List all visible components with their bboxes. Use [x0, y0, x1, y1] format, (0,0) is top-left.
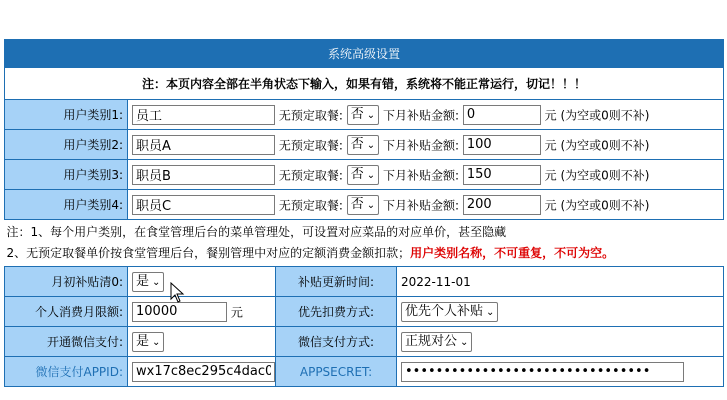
title-row	[5, 40, 724, 68]
no-reserve-select[interactable]: 否 ⌄	[347, 195, 379, 215]
subsidy-amount-input[interactable]	[463, 195, 541, 215]
user-type-name-input[interactable]	[132, 135, 275, 155]
user-type-fields	[128, 100, 724, 130]
user-type-label: 用户类别1:	[5, 100, 128, 130]
wechat-method-cell	[397, 327, 724, 357]
wechat-pay-select[interactable]: 是 ⌄	[132, 332, 164, 352]
settings-row-3	[5, 327, 724, 357]
appid-label: 微信支付APPID:	[5, 357, 128, 387]
no-reserve-select[interactable]: 否 ⌄	[347, 105, 379, 125]
monthly-clear-select[interactable]: 是 ⌄	[132, 272, 164, 292]
deduct-method-label: 优先扣费方式:	[276, 297, 397, 327]
wechat-method-label: 微信支付方式:	[276, 327, 397, 357]
appsecret-label: APPSECRET:	[276, 357, 397, 387]
user-type-name-input[interactable]	[132, 105, 275, 125]
note-line-2: 2、无预定取餐单价按食堂管理后台，餐别管理中对应的定额消费金额扣款；用户类别名称，不可重复，不可为空。	[6, 246, 615, 260]
settings-frame	[4, 39, 726, 400]
user-type-row-2	[5, 130, 724, 160]
chevron-down-icon: ⌄	[486, 306, 495, 318]
monthly-limit-label: 个人消费月限额:	[5, 297, 128, 327]
chevron-down-icon: ⌄	[366, 169, 376, 181]
user-type-fields	[128, 190, 724, 220]
monthly-limit-cell	[128, 297, 276, 327]
monthly-clear-cell	[128, 267, 276, 297]
wechat-pay-label: 开通微信支付:	[5, 327, 128, 357]
appsecret-input[interactable]	[401, 362, 684, 382]
no-reserve-select[interactable]: 否 ⌄	[347, 165, 379, 185]
user-type-label: 用户类别3:	[5, 160, 128, 190]
monthly-clear-label: 月初补贴清0:	[5, 267, 128, 297]
no-reserve-select[interactable]: 否 ⌄	[347, 135, 379, 155]
no-reserve-label: 无预定取餐:	[278, 168, 343, 182]
chevron-down-icon: ⌄	[460, 336, 469, 348]
note-line-1: 注：1、每个用户类别，在食堂管理后台的菜单管理处，可设置对应菜品的对应单价，甚至隐藏	[6, 225, 507, 239]
notes-cell	[5, 220, 724, 267]
settings-row-1	[5, 267, 724, 297]
wechat-pay-cell	[128, 327, 276, 357]
unit-note: 元 (为空或0则不补)	[544, 108, 650, 122]
subsidy-amount-input[interactable]	[463, 135, 541, 155]
subsidy-update-value: 2022-11-01	[397, 267, 724, 297]
appid-input[interactable]	[132, 362, 275, 382]
notice-row	[5, 68, 724, 100]
unit-note: 元 (为空或0则不补)	[544, 198, 650, 212]
user-type-name-input[interactable]	[132, 195, 275, 215]
deduct-method-cell	[397, 297, 724, 327]
chevron-down-icon: ⌄	[152, 276, 161, 288]
next-month-label: 下月补贴金额:	[382, 198, 459, 212]
settings-row-4	[5, 357, 724, 387]
notice-text: 注：本页内容全部在半角状态下输入，如果有错，系统将不能正常运行，切记！！！	[5, 68, 724, 100]
subsidy-update-label: 补贴更新时间:	[276, 267, 397, 297]
user-type-label: 用户类别4:	[5, 190, 128, 220]
deduct-method-select[interactable]: 优先个人补贴 ⌄	[401, 302, 498, 322]
user-type-name-input[interactable]	[132, 165, 275, 185]
user-type-fields	[128, 130, 724, 160]
settings-row-2	[5, 297, 724, 327]
unit-note: 元 (为空或0则不补)	[544, 138, 650, 152]
monthly-limit-input[interactable]	[132, 302, 227, 322]
subsidy-amount-input[interactable]	[463, 165, 541, 185]
chevron-down-icon: ⌄	[152, 336, 161, 348]
user-type-row-1	[5, 100, 724, 130]
user-type-fields	[128, 160, 724, 190]
user-type-label: 用户类别2:	[5, 130, 128, 160]
chevron-down-icon: ⌄	[366, 139, 376, 151]
page-title: 系统高级设置	[5, 40, 724, 68]
no-reserve-label: 无预定取餐:	[278, 108, 343, 122]
chevron-down-icon: ⌄	[366, 109, 376, 121]
appsecret-cell	[397, 357, 724, 387]
next-month-label: 下月补贴金额:	[382, 108, 459, 122]
note-warning: 用户类别名称，不可重复，不可为空。	[410, 246, 615, 260]
subsidy-amount-input[interactable]	[463, 105, 541, 125]
user-type-row-3	[5, 160, 724, 190]
no-reserve-label: 无预定取餐:	[278, 198, 343, 212]
monthly-limit-unit: 元	[230, 305, 243, 319]
no-reserve-label: 无预定取餐:	[278, 138, 343, 152]
chevron-down-icon: ⌄	[366, 199, 376, 211]
next-month-label: 下月补贴金额:	[382, 168, 459, 182]
settings-table	[4, 39, 724, 387]
mouse-pointer-icon	[170, 282, 186, 304]
unit-note: 元 (为空或0则不补)	[544, 168, 650, 182]
appid-cell	[128, 357, 276, 387]
user-type-row-4	[5, 190, 724, 220]
notes-row	[5, 220, 724, 267]
wechat-method-select[interactable]: 正规对公 ⌄	[401, 332, 472, 352]
next-month-label: 下月补贴金额:	[382, 138, 459, 152]
